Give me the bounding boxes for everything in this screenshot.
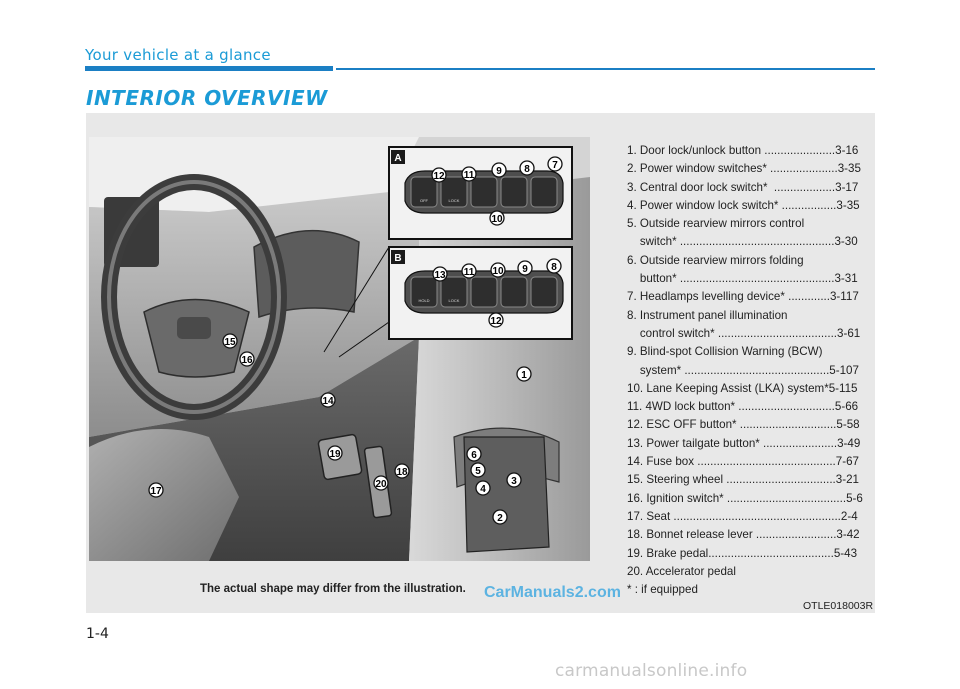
svg-text:13: 13 [434, 270, 446, 281]
site-footer: carmanualsonline.info [555, 661, 748, 681]
callout-b-12 [489, 313, 503, 327]
page-heading: INTERIOR OVERVIEW [86, 86, 328, 110]
callout-b-9 [518, 261, 532, 275]
legend-item: 4. Power window lock switch* .................3-35 [627, 198, 860, 212]
callout-2 [493, 510, 507, 524]
watermark-logo: CarManuals2.com [484, 584, 621, 601]
svg-text:19: 19 [329, 449, 341, 460]
legend-item: 10. Lane Keeping Assist (LKA) system*5-115 [627, 381, 858, 395]
legend-item: 11. 4WD lock button* ..............................5-66 [627, 400, 859, 414]
legend-item: system* .............................................5-107 [627, 363, 859, 377]
legend-item: 17. Seat ....................................................2-4 [627, 509, 858, 523]
callout-a-10 [490, 211, 504, 225]
legend-list [627, 142, 877, 599]
legend-item: 1. Door lock/unlock button ......................3-16 [627, 144, 859, 157]
svg-text:9: 9 [496, 166, 502, 177]
svg-text:11: 11 [463, 170, 475, 181]
svg-text:14: 14 [322, 396, 334, 407]
svg-text:8: 8 [524, 164, 530, 175]
svg-text:20: 20 [375, 479, 387, 490]
callout-b-11 [462, 264, 476, 278]
interior-illustration [89, 137, 590, 561]
section-title: Your vehicle at a glance [85, 46, 271, 64]
figure-caption: The actual shape may differ from the illustration. [200, 583, 466, 595]
legend-item: button* ................................................3-31 [627, 272, 858, 286]
callout-b-13 [433, 267, 447, 281]
inset-a-label: A [394, 153, 402, 164]
legend-item: 13. Power tailgate button* .......................3-49 [627, 436, 861, 450]
svg-text:6: 6 [471, 450, 477, 461]
page-number: 1-4 [86, 626, 109, 642]
legend-item: 18. Bonnet release lever .........................3-42 [627, 528, 860, 542]
callout-16 [240, 352, 254, 366]
callout-1 [517, 367, 531, 381]
svg-text:4: 4 [480, 484, 486, 495]
callout-14 [321, 393, 335, 407]
svg-text:2: 2 [497, 513, 503, 524]
svg-text:12: 12 [433, 171, 445, 182]
svg-text:8: 8 [551, 262, 557, 273]
legend-item: 8. Instrument panel illumination [627, 308, 788, 322]
svg-text:5: 5 [475, 466, 481, 477]
switch-label-lock-b: LOCK [448, 298, 460, 303]
legend-item: 5. Outside rearview mirrors control [627, 217, 805, 231]
legend-item: 7. Headlamps levelling device* .............3-117 [627, 290, 859, 304]
callout-15 [223, 334, 237, 348]
legend-item: switch* ................................................3-30 [627, 235, 858, 249]
callout-19 [328, 446, 342, 460]
legend-item: * : if equipped [627, 583, 698, 597]
legend-item: 2. Power window switches* .....................3-35 [627, 162, 861, 176]
switch-label-lock-a: LOCK [448, 198, 460, 203]
svg-text:3: 3 [511, 476, 517, 487]
callout-5 [471, 463, 485, 477]
inset-b-label: B [394, 253, 402, 264]
callout-a-12 [432, 168, 446, 182]
legend-item: 20. Accelerator pedal [627, 564, 736, 578]
switch-label-off: OFF [420, 198, 428, 203]
inset-a [389, 147, 572, 239]
callout-18 [395, 464, 409, 478]
callout-3 [507, 473, 521, 487]
callout-a-9 [492, 163, 506, 177]
svg-text:10: 10 [491, 214, 503, 225]
svg-text:10: 10 [492, 266, 504, 277]
callout-b-8 [547, 259, 561, 273]
svg-text:1: 1 [521, 370, 527, 381]
legend-item: 6. Outside rearview mirrors folding [627, 253, 804, 267]
header-rule-thin [336, 68, 875, 70]
callout-20 [374, 476, 388, 490]
svg-text:17: 17 [150, 486, 162, 497]
legend-item: 12. ESC OFF button* ..............................5-58 [627, 418, 860, 432]
figure-reference-code: OTLE018003R [803, 600, 874, 612]
legend-item: 14. Fuse box ...........................................7-67 [627, 455, 859, 469]
svg-text:12: 12 [490, 316, 502, 327]
svg-text:16: 16 [241, 355, 253, 366]
switch-label-hold: HOLD [418, 298, 430, 303]
legend-item: 15. Steering wheel ..................................3-21 [627, 473, 859, 487]
callout-a-11 [462, 167, 476, 181]
legend-item: 19. Brake pedal.......................................5-43 [627, 546, 858, 560]
svg-text:11: 11 [463, 267, 475, 278]
callout-6 [467, 447, 481, 461]
callout-17 [149, 483, 163, 497]
svg-text:18: 18 [396, 467, 408, 478]
callout-4 [476, 481, 490, 495]
legend-item: 9. Blind-spot Collision Warning (BCW) [627, 345, 823, 359]
inset-b [389, 247, 572, 339]
callout-b-10 [491, 263, 505, 277]
svg-text:9: 9 [522, 264, 528, 275]
legend-item: 16. Ignition switch* .....................................5-6 [627, 491, 863, 505]
header-rule-thick [85, 66, 333, 71]
svg-text:7: 7 [552, 160, 558, 171]
callout-a-8 [520, 161, 534, 175]
legend-item: 3. Central door lock switch* ...................3-17 [627, 180, 859, 194]
svg-text:15: 15 [224, 337, 236, 348]
legend-item: control switch* .....................................3-61 [627, 326, 861, 340]
callout-a-7 [548, 157, 562, 171]
